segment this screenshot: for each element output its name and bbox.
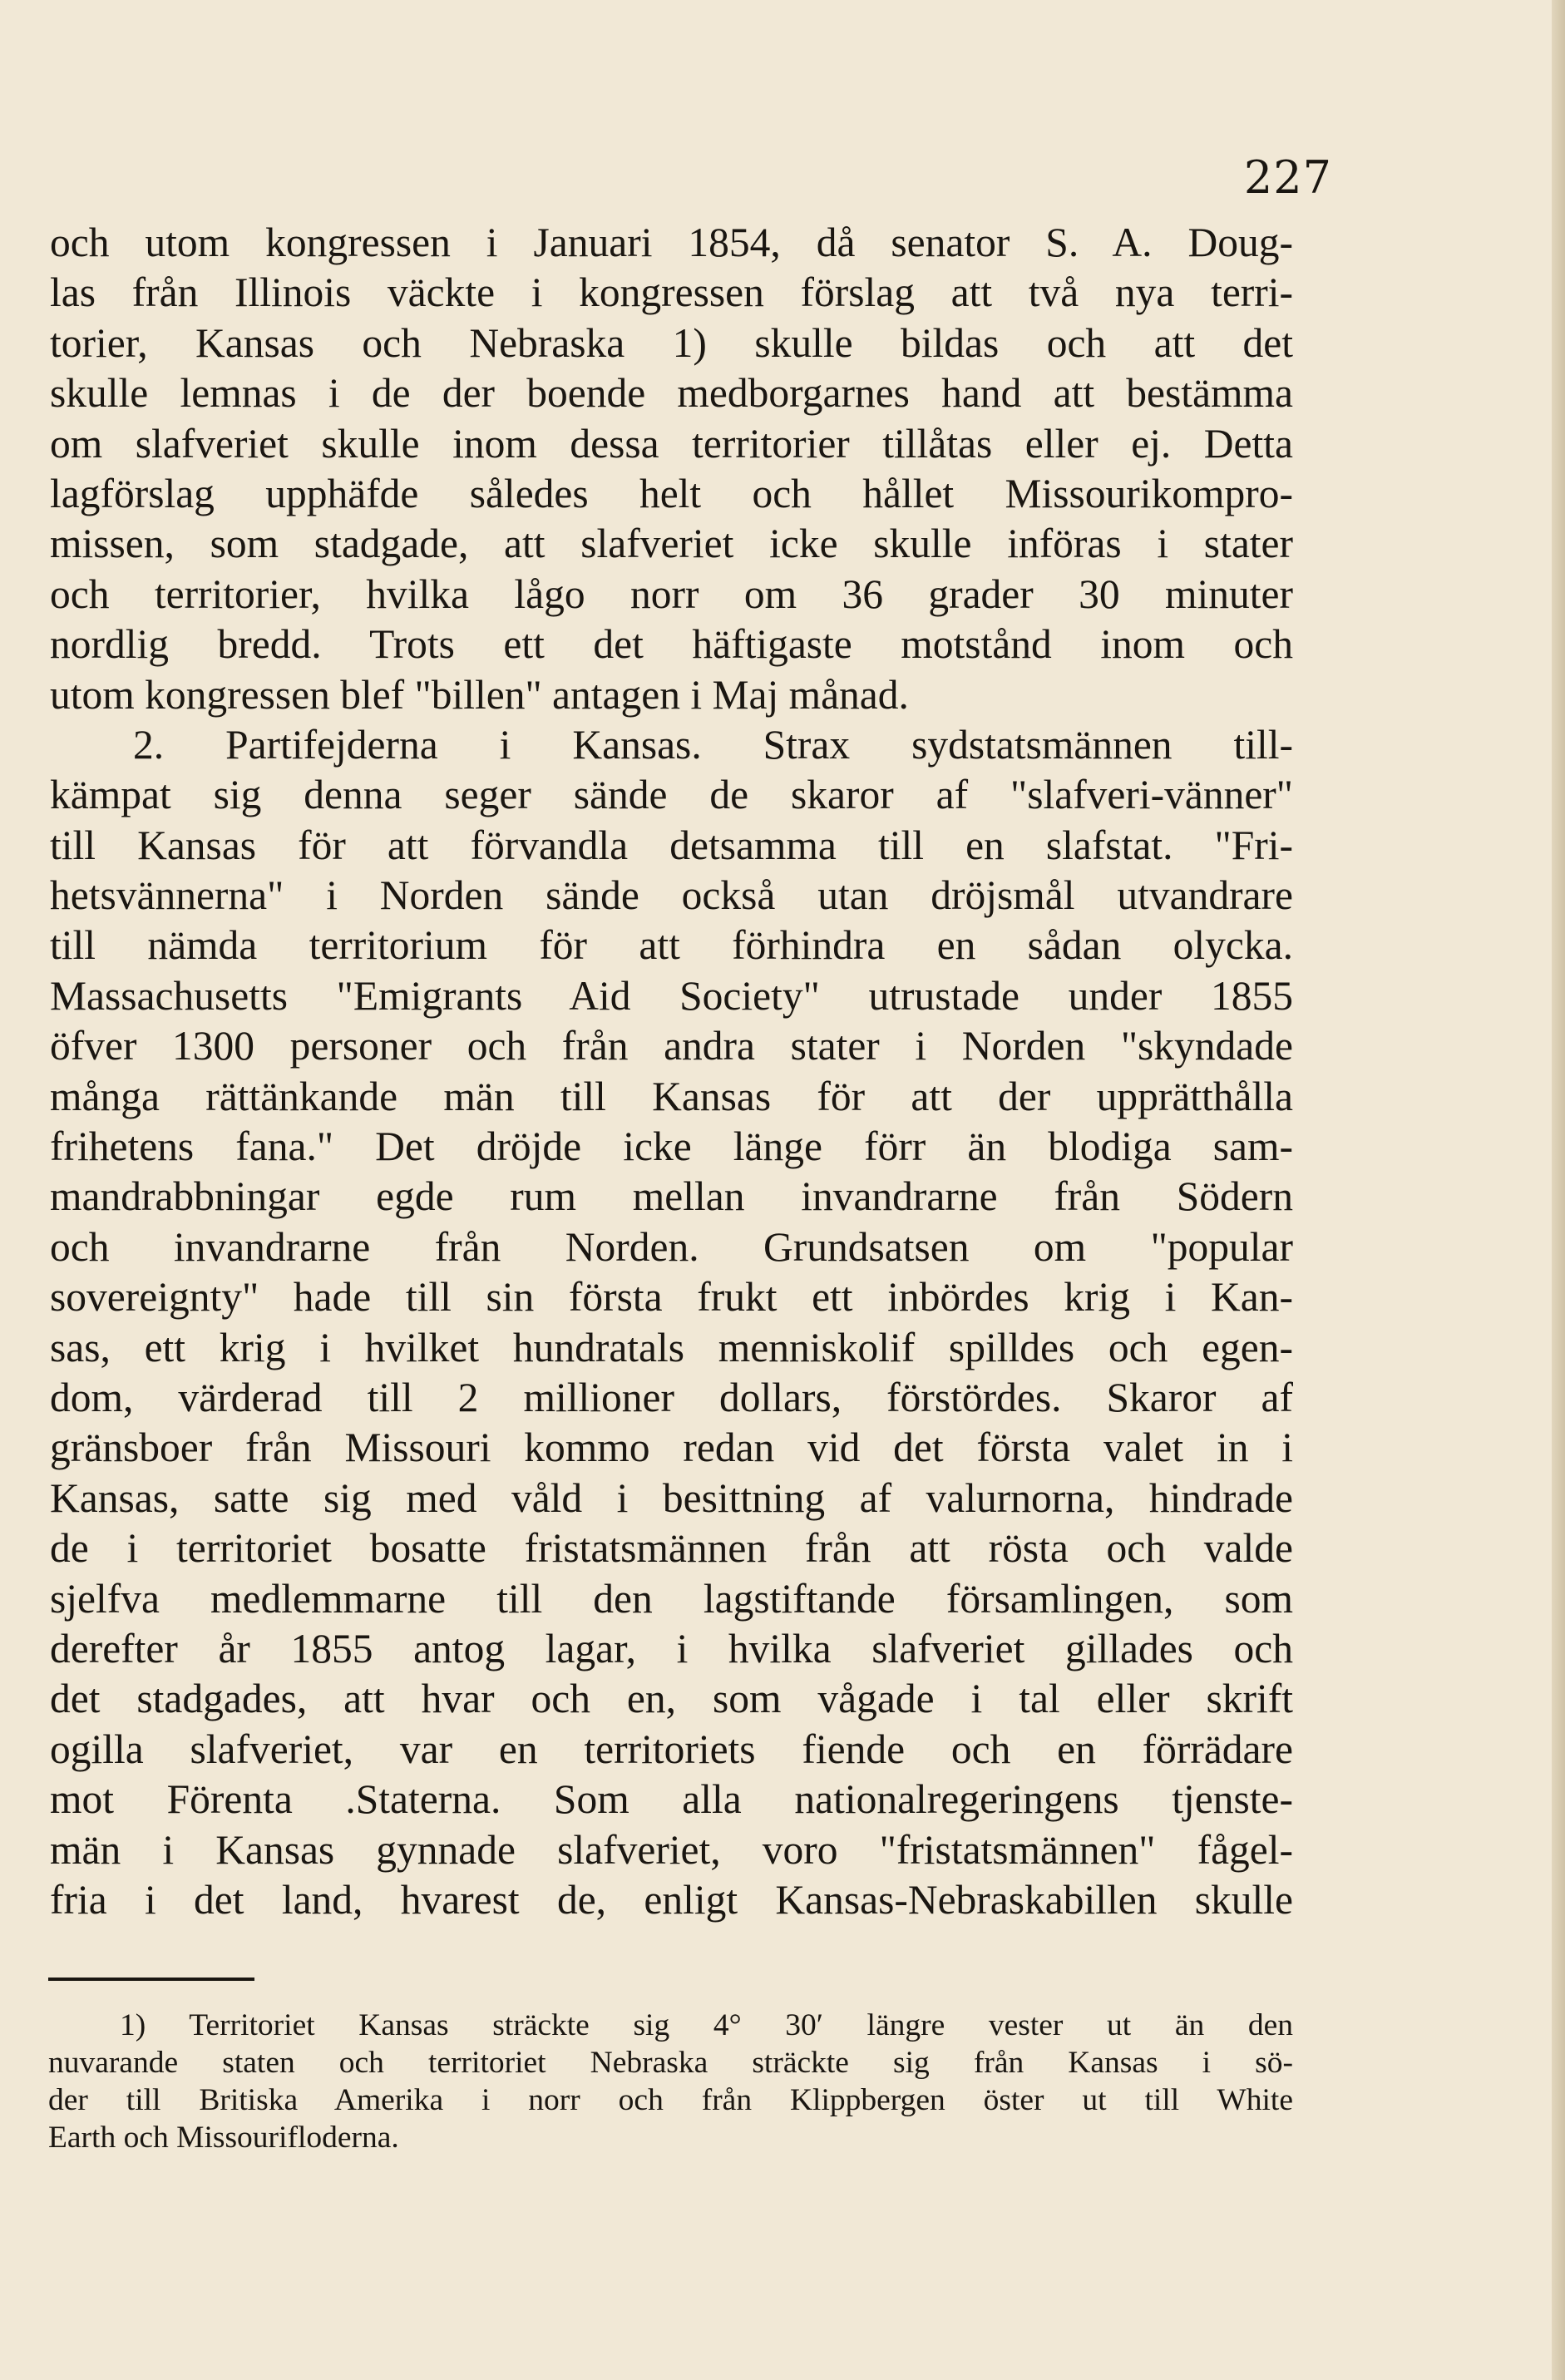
footnote-line: nuvarande staten och territoriet Nebraska sträckte sig från Kansas i sö- [48,2046,1293,2080]
text-line: kämpat sig denna seger sände de skaror af "slafveri-vänner" [50,772,1293,818]
footnote-line: 1) Territoriet Kansas sträckte sig 4° 30′ längre vester ut än den [120,2008,1293,2042]
text-line: dom, värderad till 2 millioner dollars, förstördes. Skaror af [50,1374,1293,1420]
text-line: derefter år 1855 antog lagar, i hvilka slafveriet gillades och [50,1625,1293,1671]
text-line: Massachusetts "Emigrants Aid Society" utrustade under 1855 [50,972,1293,1019]
text-line: öfver 1300 personer och från andra stater i Norden "skyndade [50,1023,1293,1069]
text-line: män i Kansas gynnade slafveriet, voro "fristatsmännen" fågel- [50,1826,1293,1873]
text-line: sas, ett krig i hvilket hundratals menniskolif spilldes och egen- [50,1324,1293,1370]
text-line: om slafveriet skulle inom dessa territorier tillåtas eller ej. Detta [50,420,1293,467]
text-line: och invandrarne från Norden. Grundsatsen om "popular [50,1223,1293,1270]
text-line: till nämda territorium för att förhindra en sådan olycka. [50,922,1293,969]
text-line: sovereignty" hade till sin första frukt ett inbördes krig i Kan- [50,1274,1293,1321]
text-line: lagförslag upphäfde således helt och hållet Missourikompro- [50,470,1293,516]
text-line: mot Förenta .Staterna. Som alla nationalregeringens tjenste- [50,1776,1293,1823]
text-line: många rättänkande män till Kansas för att der upprätthålla [50,1073,1293,1119]
text-line: hetsvännerna" i Norden sände också utan dröjsmål utvandrare [50,872,1293,919]
text-line: fria i det land, hvarest de, enligt Kansas-Nebraskabillen skulle [50,1876,1293,1923]
footnote-line: Earth och Missourifloderna. [48,2121,399,2155]
body-text [50,218,1293,1925]
text-line: och utom kongressen i Januari 1854, då senator S. A. Doug- [50,220,1293,265]
text-line: Kansas, satte sig med våld i besittning af valurnorna, hindrade [50,1474,1293,1521]
text-line: frihetens fana." Det dröjde icke länge förr än blodiga sam- [50,1123,1293,1170]
text-line: missen, som stadgade, att slafveriet icke skulle införas i stater [50,521,1293,567]
text-line: sjelfva medlemmarne till den lagstiftande församlingen, som [50,1575,1293,1622]
text-line: gränsboer från Missouri kommo redan vid det första valet in i [50,1425,1293,1471]
page-number: 227 [1243,151,1332,204]
footnote-line: der till Britiska Amerika i norr och från Klippbergen öster ut till White [48,2083,1293,2117]
text-line: las från Illinois väckte i kongressen förslag att två nya terri- [50,269,1293,316]
text-line: skulle lemnas i de der boende medborgarnes hand att bestämma [50,370,1293,417]
text-line: utom kongressen blef "billen" antagen i Maj månad. [50,671,909,718]
text-line: mandrabbningar egde rum mellan invandrarne från Södern [50,1173,1293,1220]
text-line: torier, Kansas och Nebraska 1) skulle bildas och att det [50,319,1293,366]
text-line: till Kansas för att förvandla detsamma till en slafstat. "Fri- [50,822,1293,868]
text-line: det stadgades, att hvar och en, som vågade i tal eller skrift [50,1676,1293,1722]
section-heading-line: 2. Partifejderna i Kansas. Strax sydstatsmännen till- [133,721,1293,768]
text-line: de i territoriet bosatte fristatsmännen från att rösta och valde [50,1525,1293,1572]
footnote-divider [48,1978,254,1981]
text-line: och territorier, hvilka lågo norr om 36 grader 30 minuter [50,570,1293,617]
text-line: nordlig bredd. Trots ett det häftigaste motstånd inom och [50,621,1293,668]
footnote [48,2007,1293,2156]
page-edge [1552,0,1565,2380]
text-line: ogilla slafveriet, var en territoriets fiende och en förrädare [50,1726,1293,1772]
